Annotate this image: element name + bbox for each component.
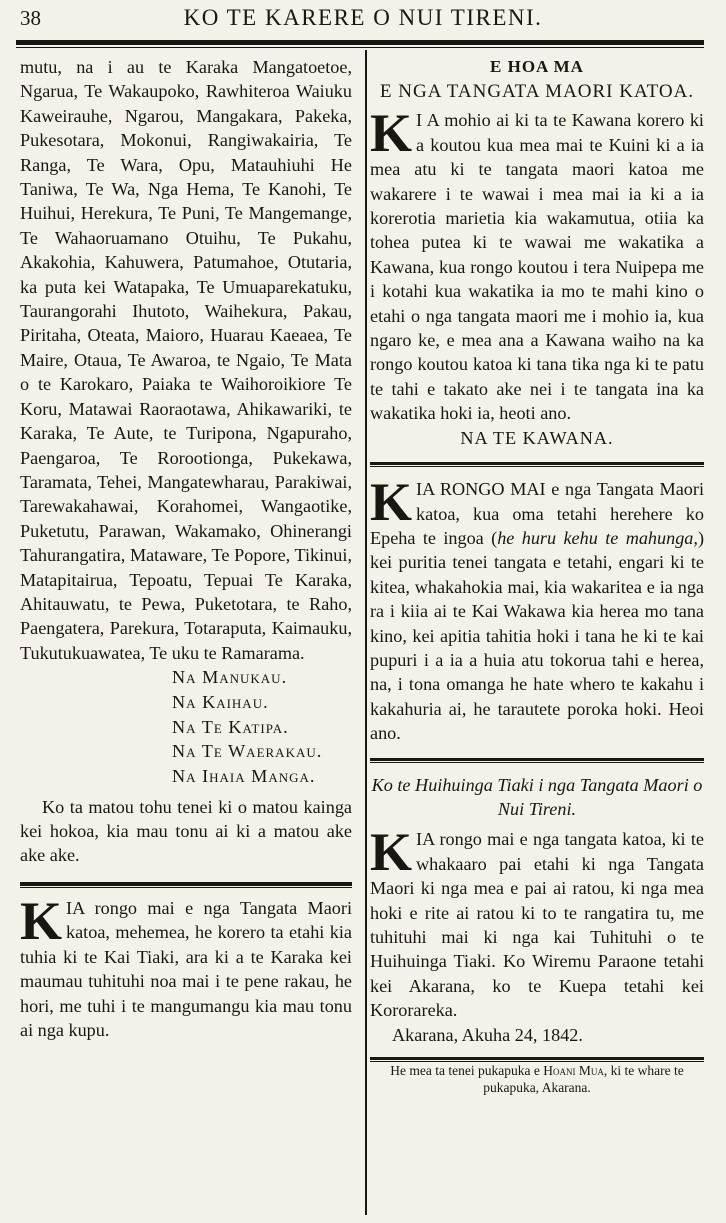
drop-cap: K — [20, 890, 63, 951]
masthead-title: KO TE KARERE O NUI TIRENI. — [183, 5, 543, 30]
drop-cap: K — [370, 103, 413, 164]
closing-paragraph: Ko ta matou tohu tenei ki o matou kainga kei hokoa, kia mau tonu ai ki a matou ake ake ake. — [20, 796, 352, 866]
governor-text: I A mohio ai ki ta te Kawana korero ki a koutou kua mea mai te Kuini ki a ia mea atu ki te tangata maori katoa me wakarere i te wawai i mea mai ia ki a ia korerotia marietia kia wakamutua, otiia ka tohea putea ki te wawai me wakatika a Kawana, kua rongo koutou i tera Nuipepa me i kotahi kua wakatika ia mo te mahi kino o etahi o nga tangata maori me i mohio ia, kua ngaro ke, e mea ana a Kawana waiho na ka rongo koutou katoa ki tana tika nga ki te patu te tahi e takato ake nei i te tangata ina ka wakatika hoki ia, heoti ano. — [370, 110, 704, 424]
printer-note-text-2: , ki te whare te pukapuka, Akarana. — [483, 1063, 684, 1096]
signatory-manukau: Na Manukau. — [172, 667, 288, 688]
escaped-italic: he huru kehu te mahunga, — [497, 527, 698, 548]
column-divider — [365, 50, 367, 1215]
society-paragraph — [370, 822, 704, 1022]
escaped-prisoner-paragraph — [370, 472, 705, 745]
section-divider-left — [20, 882, 352, 888]
place-names-paragraph: mutu, na i au te Karaka Mangatoetoe, Ngarua, Te Wakaupoko, Rawhiteroa Waiuku Kaweirauhe, Ngarou, Mangakara, Pakeka, Pukesotara, Mokonui, Rangiwakairia, Te Ranga, Te Wara, Opu, Matauhiuhi He Taniwa, Te Wa, Nga Hema, Te Kanohi, Te Huihui, Herekura, Te Puni, Te Mangemange, Te Wahaoruamano Otuihu, Te Pukahu, Akakohia, Kahuwera, Patumahoe, Otutaria, ka puta kei Watapaka, Te Umuaparekatuku, Taurangorahi Ihutoto, Waihekura, Pakau, Piritaha, Oteata, Maioro, Huarau Kaeaea, Te Maire, Otaua, Te Awaroa, te Ngaio, Te Mata o te Karokaro, Paiaka te Waihoroikiore Te Koru, Matawai Raoraotawa, Ahikawariki, te Karaka, Te Aute, te Turipona, Ngapuraho, Paengaroa, Te Rorootionga, Pukekawa, Taramata, Tehei, Mangatewharau, Parakiwai, Tarewakahawai, Korahomei, Wangaotike, Puketutu, Parawan, Wakamako, Ohinerangi Tahurangatira, Mataware, Te Popore, Tikinui, Matapitairua, Tepoatu, Tepuai Te Karaka, Ahitauwatu, te Pewa, Puketotara, te Raho, Paengatera, Parekura, Totaraputa, Kaimauku, Tukutukuawatea, Te uku te Ramarama. — [20, 57, 352, 663]
section-divider-right-1 — [370, 462, 704, 467]
signatory-te-waerakau: Na Te Waerakau. — [172, 741, 323, 762]
address-headline: E NGA TANGATA MAORI KATOA. — [379, 81, 695, 103]
escaped-text-2: ) kei puritia tenei tangata e tetahi, engari ki te kitea, whakahokia mai, kia wakaritea e ia nga ra i kiia ai te Kai Wakawa kia herea mo tana kino, kei apitia tahitia hoki i tana he ki te kai pupuri i a ia a huia atu tokorua tahi e herea, na, i tona omanga he hate whero te kakahu i kakahuria ai, he tarautete poroka hoki. Heoi ano. — [370, 527, 705, 744]
printer-name: Hoani Mua — [543, 1063, 604, 1079]
printer-note — [370, 1062, 704, 1096]
header-rule-thick — [16, 40, 704, 45]
drop-cap: K — [370, 472, 413, 533]
dateline: Akarana, Akuha 24, 1842. — [392, 1024, 583, 1045]
governor-paragraph — [370, 103, 704, 425]
right-column — [370, 55, 704, 1096]
notice-paragraph — [20, 890, 352, 1042]
page-number: 38 — [20, 6, 41, 30]
header-rule-thin — [16, 47, 704, 48]
section-divider-right-2 — [370, 758, 704, 763]
printer-note-text-1: He mea ta tenei pukapuka e — [390, 1063, 544, 1079]
society-text: IA rongo mai e nga tangata katoa, ki te whakaaro pai etahi ki nga Tangata Maori ki nga mea e pai ai ratou, ki nga mea hoki e rite ai ratou ki to te rangatira tu, me tuhituhi mai ki nga kai Tuhituhi o te Huihuinga Tiaki. Ko Wiremu Paraone tetahi kei Akarana, ko te Kuepa tetahi kei Kororareka. — [370, 829, 704, 1021]
signatory-te-katipa: Na Te Katipa. — [172, 716, 289, 737]
page-header — [0, 0, 726, 46]
notice-text: IA rongo mai e nga Tangata Maori katoa, mehemea, he korero ta etahi kia tuhia ki te Kai Tiaki, ara ki a te Karaka kei maumau tuhituhi noa mai i te pene rakau, he hori, me tuhi i te mangumangu kia mau tonu ai nga kupu. — [20, 897, 352, 1040]
signatory-kaihau: Na Kaihau. — [172, 691, 269, 712]
drop-cap: K — [370, 822, 413, 883]
governor-signature: NA TE KAWANA. — [460, 427, 614, 448]
greeting-heading: E HOA MA — [490, 57, 584, 76]
signatory-ihaia-manga: Na Ihaia Manga. — [172, 765, 316, 786]
escaped-text-1: IA RONGO MAI e nga Tangata Maori katoa, kua oma tetahi herehere ko Epeha te ingoa ( — [370, 479, 704, 548]
society-heading: Ko te Huihuinga Tiaki i nga Tangata Maori o Nui Tireni. — [371, 774, 703, 819]
left-column — [20, 55, 352, 1042]
